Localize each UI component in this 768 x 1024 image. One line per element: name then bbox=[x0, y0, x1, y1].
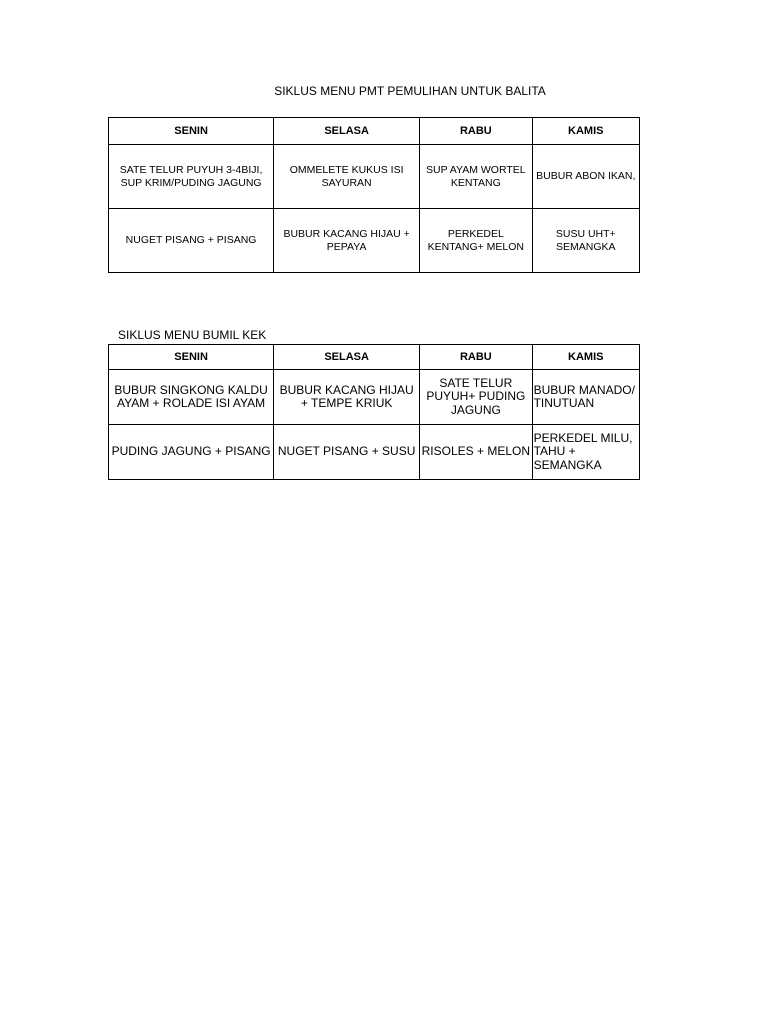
header-kamis: KAMIS bbox=[532, 118, 639, 145]
header-senin: SENIN bbox=[109, 118, 274, 145]
header-rabu: RABU bbox=[420, 118, 532, 145]
table-row bbox=[109, 425, 640, 480]
header-rabu: RABU bbox=[420, 345, 532, 370]
cell-rabu: SUP AYAM WORTEL KENTANG bbox=[420, 145, 532, 209]
cell-selasa: BUBUR KACANG HIJAU + PEPAYA bbox=[274, 209, 420, 273]
bumil-menu-title: SIKLUS MENU BUMIL KEK bbox=[118, 328, 267, 342]
cell-selasa: OMMELETE KUKUS ISI SAYURAN bbox=[274, 145, 420, 209]
cell-kamis: PERKEDEL MILU, TAHU + SEMANGKA bbox=[532, 425, 639, 480]
cell-rabu: RISOLES + MELON bbox=[420, 425, 532, 480]
balita-menu-table bbox=[108, 117, 640, 273]
cell-rabu: PERKEDEL KENTANG+ MELON bbox=[420, 209, 532, 273]
header-selasa: SELASA bbox=[274, 118, 420, 145]
cell-kamis: BUBUR ABON IKAN, bbox=[532, 145, 639, 209]
table-header-row bbox=[109, 118, 640, 145]
bumil-menu-table bbox=[108, 344, 640, 480]
table-row bbox=[109, 370, 640, 425]
cell-kamis: SUSU UHT+ SEMANGKA bbox=[532, 209, 639, 273]
cell-kamis: BUBUR MANADO/ TINUTUAN bbox=[532, 370, 639, 425]
cell-rabu: SATE TELUR PUYUH+ PUDING JAGUNG bbox=[420, 370, 532, 425]
cell-senin: NUGET PISANG + PISANG bbox=[109, 209, 274, 273]
cell-selasa: BUBUR KACANG HIJAU + TEMPE KRIUK bbox=[274, 370, 420, 425]
cell-senin: SATE TELUR PUYUH 3-4BIJI, SUP KRIM/PUDING JAGUNG bbox=[109, 145, 274, 209]
header-senin: SENIN bbox=[109, 345, 274, 370]
header-selasa: SELASA bbox=[274, 345, 420, 370]
table-row bbox=[109, 209, 640, 273]
table-header-row bbox=[109, 345, 640, 370]
table-row bbox=[109, 145, 640, 209]
header-kamis: KAMIS bbox=[532, 345, 639, 370]
balita-menu-title: SIKLUS MENU PMT PEMULIHAN UNTUK BALITA bbox=[274, 84, 546, 98]
cell-selasa: NUGET PISANG + SUSU bbox=[274, 425, 420, 480]
cell-senin: PUDING JAGUNG + PISANG bbox=[109, 425, 274, 480]
cell-senin: BUBUR SINGKONG KALDU AYAM + ROLADE ISI AYAM bbox=[109, 370, 274, 425]
